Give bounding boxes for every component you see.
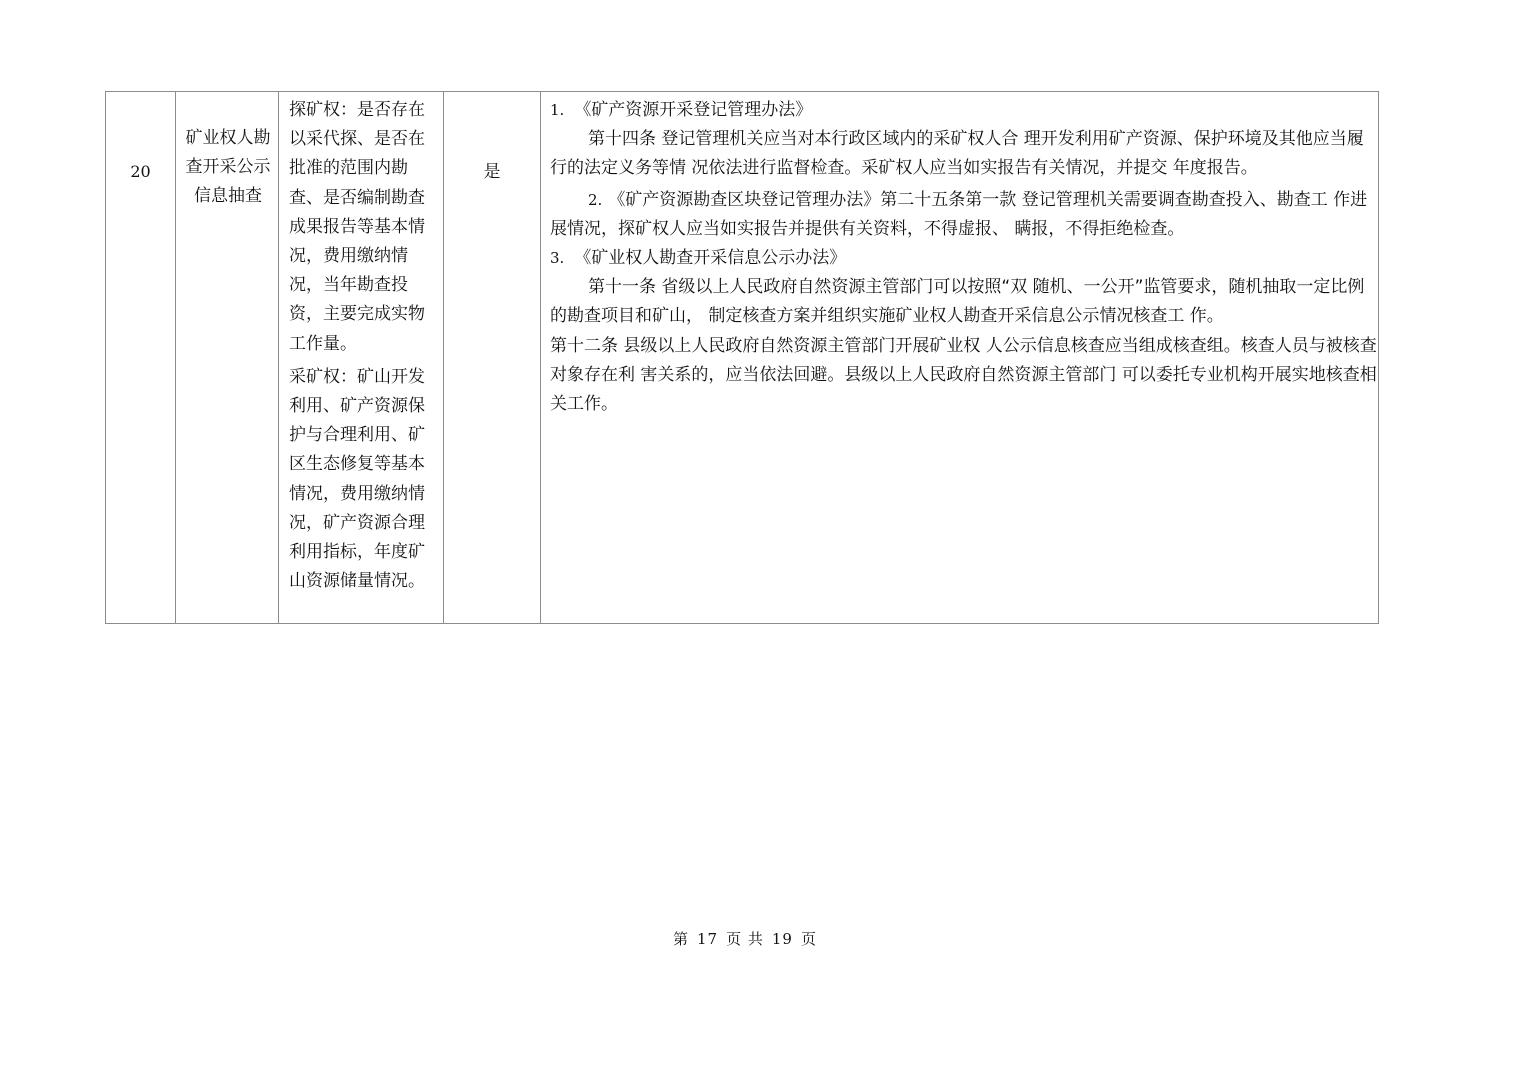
law-1-title: 《矿产资源开采登记管理办法》 <box>574 100 813 120</box>
legal-basis-cell <box>541 92 1379 624</box>
law-1-number: 1. <box>550 101 565 119</box>
item-name: 矿业权人勘查开采公示信息抽查 <box>185 128 271 207</box>
law-2-paragraph <box>550 186 1377 244</box>
law-1-heading <box>550 96 1377 125</box>
inspection-table <box>105 91 1379 624</box>
law-3-article-12: 第十二条 县级以上人民政府自然资源主管部门开展矿业权 人公示信息核查应当组成核查组。核查人员与被核查对象存在利 害关系的，应当依法回避。县级以上人民政府自然资源主管部门 可以委托专业机构开展实地核查相关工作。 <box>550 335 1377 415</box>
table-row <box>106 92 1379 624</box>
total-page-number: 19 <box>771 930 793 948</box>
footer-suffix: 页 <box>800 930 817 948</box>
item-cell <box>176 92 279 624</box>
law-3-heading <box>550 244 1377 273</box>
law-1-article: 第十四条 登记管理机关应当对本行政区域内的采矿权人合 理开发利用矿产资源、保护环境及其他应当履行的法定义务等情 况依法进行监督检查。采矿权人应当如实报告有关情况，并提交 年度报告。 <box>550 129 1364 179</box>
row-number: 20 <box>130 162 151 181</box>
page-footer <box>0 928 1490 949</box>
law-2-number: 2. <box>588 190 603 209</box>
footer-mid: 页 共 <box>726 930 764 948</box>
law-3-article-11: 第十一条 省级以上人民政府自然资源主管部门可以按照“双 随机、一公开”监管要求，随机抽取一定比例的勘查项目和矿山， 制定核查方案并组织实施矿业权人勘查开采信息公示情况核查工 作。 <box>550 277 1365 327</box>
flag-value: 是 <box>483 162 501 182</box>
current-page-number: 17 <box>697 930 719 948</box>
mining-content: 采矿权：矿山开发利用、矿产资源保护与合理利用、矿区生态修复等基本情况，费用缴纳情况，矿产资源合理利用指标，年度矿山资源储量情况。 <box>289 366 425 592</box>
law-3-number: 3. <box>550 249 565 268</box>
row-number-cell <box>106 92 176 624</box>
footer-prefix: 第 <box>673 930 690 948</box>
content-cell <box>279 92 444 624</box>
flag-cell <box>444 92 541 624</box>
exploration-content: 探矿权：是否存在以采代探、是否在批准的范围内勘查、是否编制勘查成果报告等基本情况，费用缴纳情况，当年勘查投资，主要完成实物工作量。 <box>289 100 425 354</box>
law-3-title: 《矿业权人勘查开采信息公示办法》 <box>574 248 847 269</box>
law-2-text: 《矿产资源勘查区块登记管理办法》第二十五条第一款 登记管理机关需要调查勘查投入、勘查工 作进展情况，探矿权人应当如实报告并提供有关资料，不得虚报、 瞒报，不得拒绝检查。 <box>550 189 1368 239</box>
